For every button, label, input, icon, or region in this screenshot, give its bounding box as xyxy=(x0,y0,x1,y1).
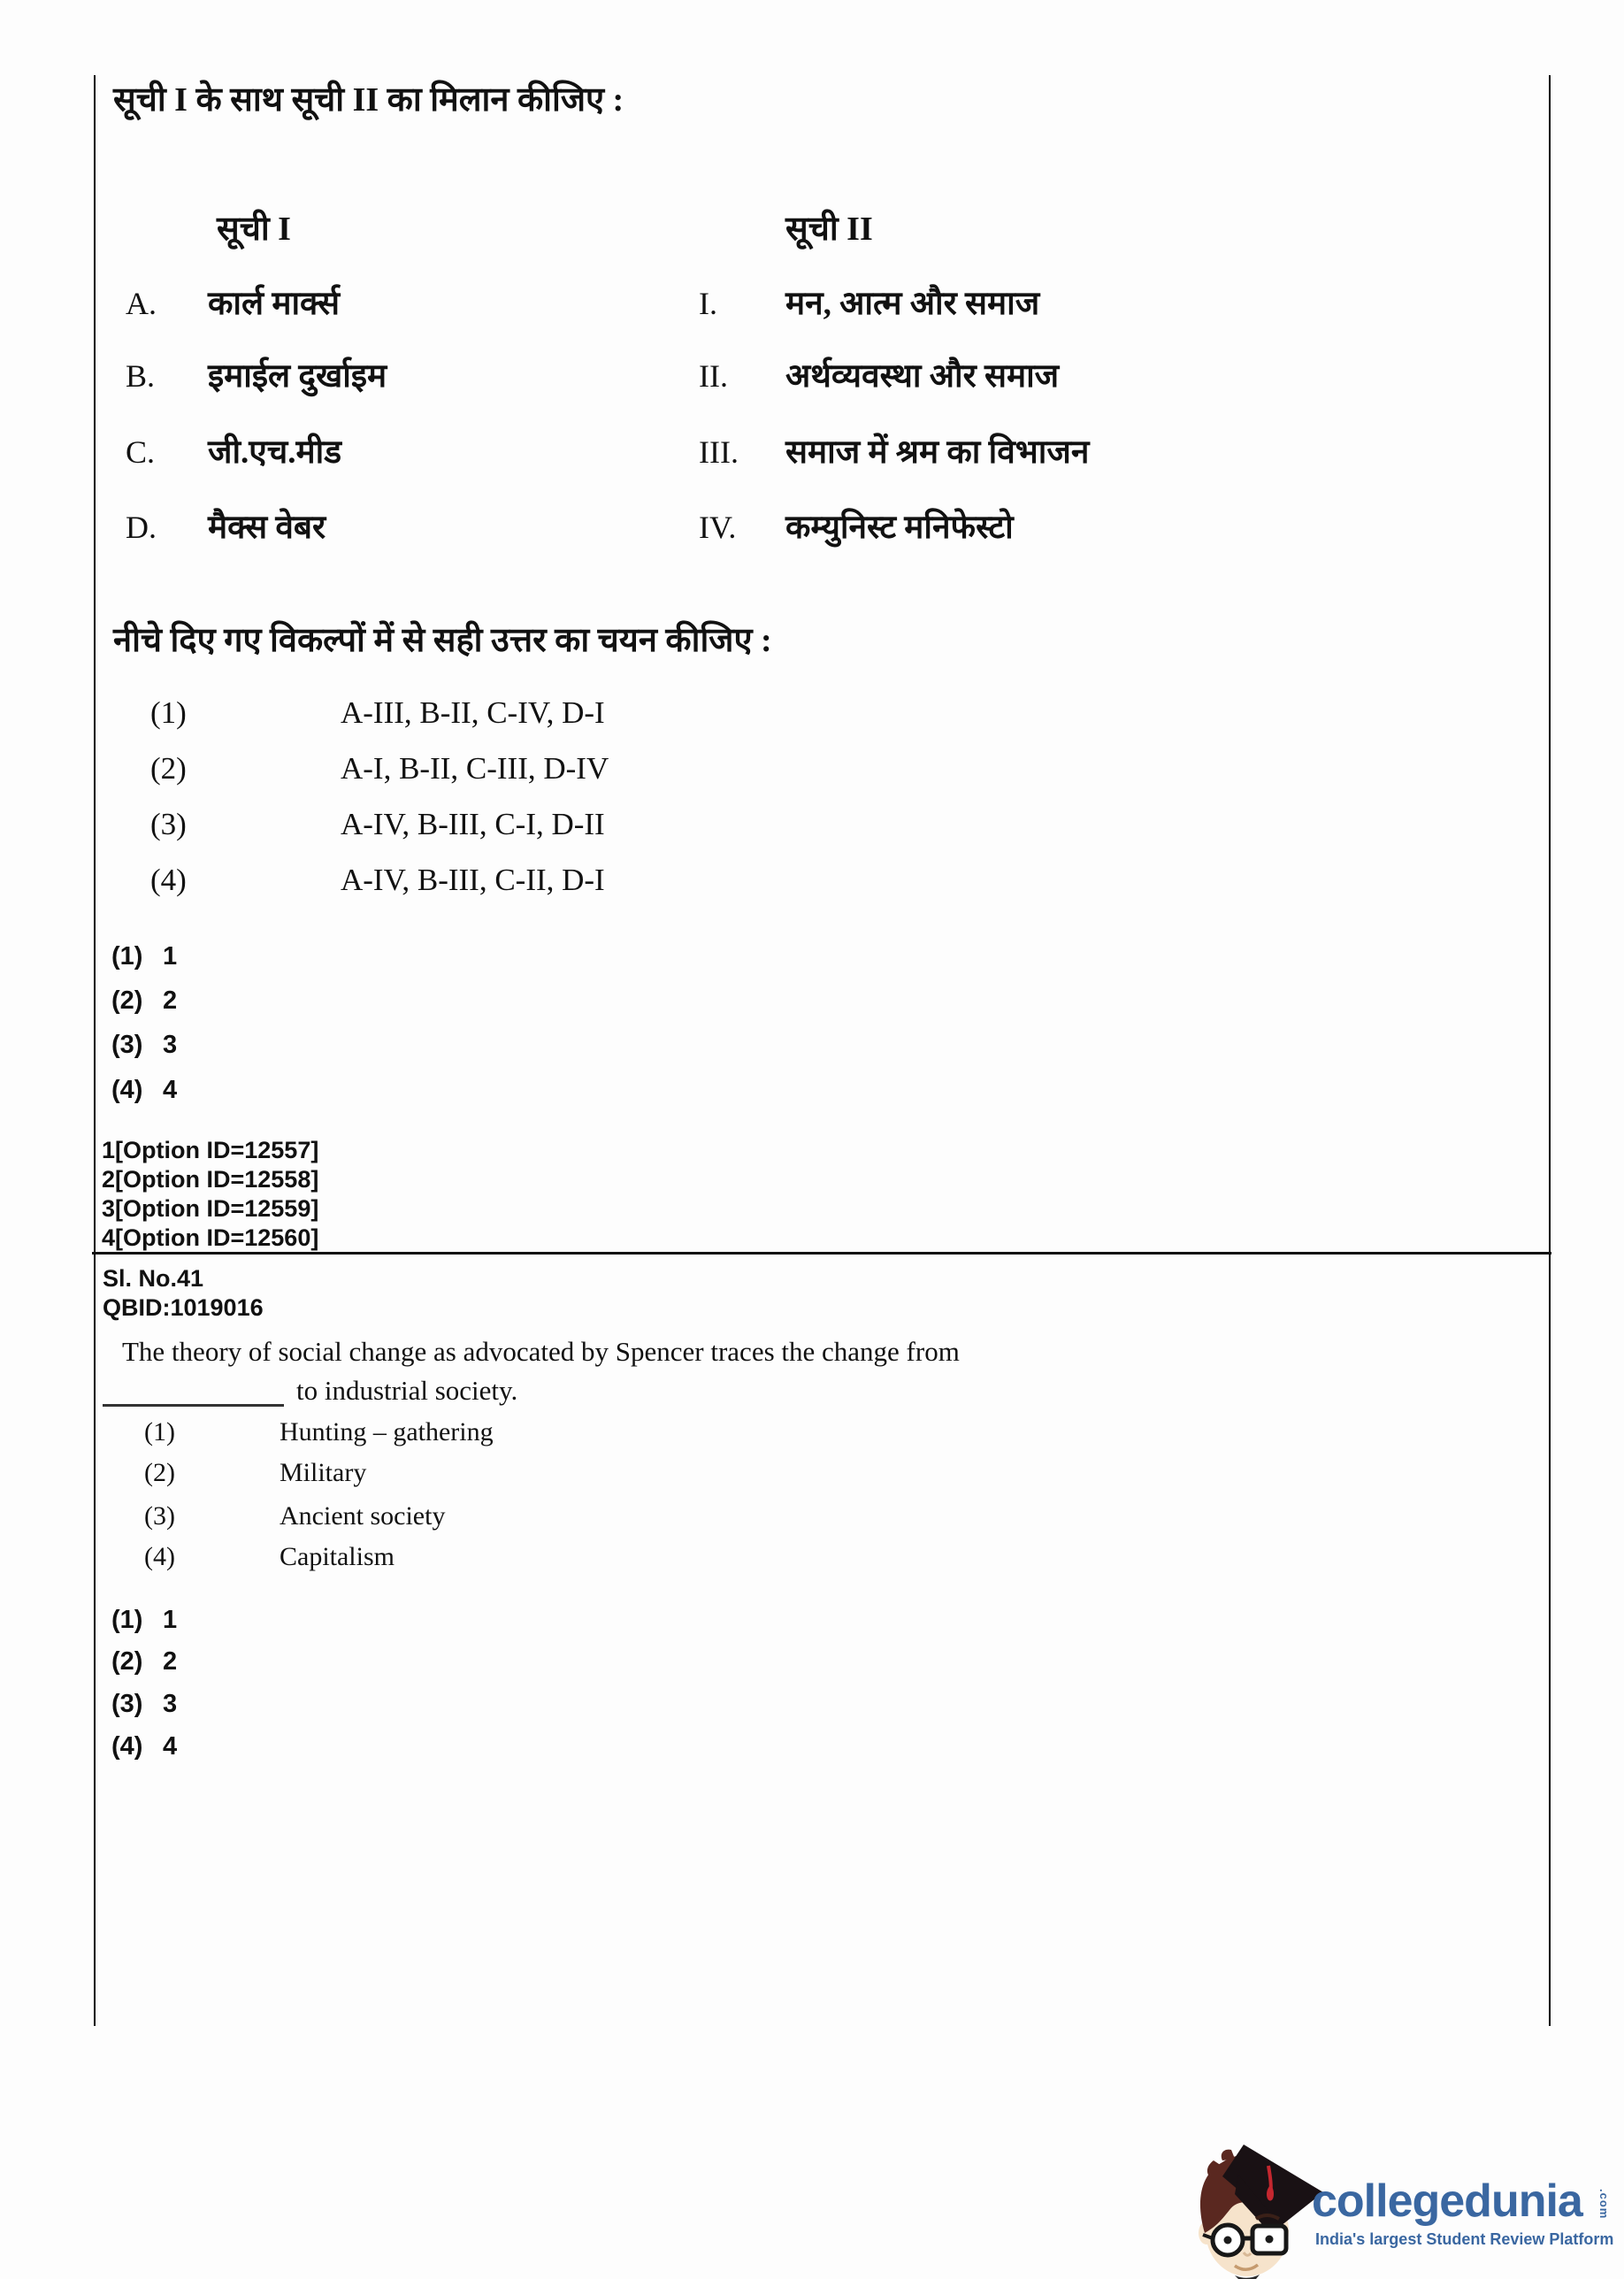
q1-option-id-4: 4[Option ID=12560] xyxy=(102,1224,319,1251)
q1-pair-c-right-text: समाज में श्रम का विभाजन xyxy=(785,434,1090,471)
q1-option-4-text: A-IV, B-III, C-II, D-I xyxy=(341,863,605,897)
q1-list1-header: सूची I xyxy=(217,211,291,248)
q1-pair-b-left-label: B. xyxy=(126,358,156,394)
q1-answer-2-num: (2) xyxy=(111,986,143,1015)
q1-pair-b-right-label: II. xyxy=(699,358,728,394)
q2-option-4-num: (4) xyxy=(144,1542,175,1571)
q1-pair-a-left-text: कार्ल मार्क्स xyxy=(208,286,340,322)
q2-answer-2-val: 2 xyxy=(163,1647,178,1676)
q1-option-3-num: (3) xyxy=(150,807,187,841)
q1-pair-d-right-text: कम्युनिस्ट मनिफेस्टो xyxy=(785,510,1014,546)
q2-option-4-text: Capitalism xyxy=(280,1542,395,1571)
q1-pair-c-right-label: III. xyxy=(699,434,739,470)
q1-pair-a-left-label: A. xyxy=(126,286,157,321)
q1-answer-1-val: 1 xyxy=(163,942,178,971)
q1-option-4-num: (4) xyxy=(150,863,187,897)
q2-option-2-text: Military xyxy=(280,1458,367,1487)
q2-text-line1: The theory of social change as advocated by Spencer traces the change from xyxy=(122,1336,960,1367)
q2-qbid: QBID:1019016 xyxy=(103,1294,264,1321)
q2-option-3-text: Ancient society xyxy=(280,1501,446,1531)
q2-answer-row-3 xyxy=(111,1690,177,1719)
q1-pair-b-left-text: इमाईल दुर्खाइम xyxy=(208,358,387,395)
q2-answer-3-num: (3) xyxy=(111,1690,143,1718)
q2-answer-1-num: (1) xyxy=(111,1606,143,1634)
q1-answer-row-2 xyxy=(111,986,177,1016)
brand-tagline: India's largest Student Review Platform xyxy=(1315,2230,1614,2248)
q1-pair-a-right-text: मन, आत्म और समाज xyxy=(785,286,1040,322)
q1-answer-2-val: 2 xyxy=(163,986,178,1015)
q2-option-1-num: (1) xyxy=(144,1417,175,1446)
q2-option-2-num: (2) xyxy=(144,1458,175,1487)
q2-answer-4-val: 4 xyxy=(163,1732,178,1761)
q1-answer-row-1 xyxy=(111,942,177,971)
q1-option-id-2: 2[Option ID=12558] xyxy=(102,1166,319,1193)
q1-option-2-text: A-I, B-II, C-III, D-IV xyxy=(341,751,609,786)
q2-text-line2 xyxy=(103,1374,517,1407)
q1-list2-header: सूची II xyxy=(785,211,873,248)
q2-option-1-text: Hunting – gathering xyxy=(280,1417,494,1446)
q1-option-3-text: A-IV, B-III, C-I, D-II xyxy=(341,807,605,841)
q1-pair-b-right-text: अर्थव्यवस्था और समाज xyxy=(785,358,1060,395)
q1-option-1-num: (1) xyxy=(150,695,187,730)
q1-prompt: सूची I के साथ सूची II का मिलान कीजिए : xyxy=(113,81,624,119)
q1-answer-3-val: 3 xyxy=(163,1031,178,1059)
q1-option-id-3: 3[Option ID=12559] xyxy=(102,1195,319,1222)
q2-answer-1-val: 1 xyxy=(163,1606,178,1634)
fill-in-blank-line xyxy=(103,1374,284,1407)
q1-option-1-text: A-III, B-II, C-IV, D-I xyxy=(341,695,605,730)
q1-option-2-num: (2) xyxy=(150,751,187,786)
q2-answer-2-num: (2) xyxy=(111,1647,143,1676)
collegedunia-mascot-icon xyxy=(1192,2141,1325,2279)
left-border-line xyxy=(94,75,96,2026)
q2-answer-3-val: 3 xyxy=(163,1690,178,1718)
q1-pair-d-right-label: IV. xyxy=(699,510,737,545)
q1-choose-prompt: नीचे दिए गए विकल्पों में से सही उत्तर का चयन कीजिए : xyxy=(113,622,772,659)
q2-answer-row-1 xyxy=(111,1606,177,1635)
q1-answer-3-num: (3) xyxy=(111,1031,143,1059)
q1-pair-d-left-text: मैक्स वेबर xyxy=(208,510,326,546)
q2-answer-row-4 xyxy=(111,1732,177,1761)
brand-suffix-text: .com xyxy=(1597,2189,1611,2220)
q2-text-line2-text: to industrial society. xyxy=(296,1375,518,1406)
brand-text: collegedunia xyxy=(1312,2175,1582,2227)
q2-sl-no: Sl. No.41 xyxy=(103,1265,204,1292)
q2-answer-4-num: (4) xyxy=(111,1732,143,1761)
q2-answer-row-2 xyxy=(111,1647,177,1677)
q1-answer-1-num: (1) xyxy=(111,942,143,971)
q1-pair-c-left-text: जी.एच.मीड xyxy=(208,434,341,471)
right-border-line xyxy=(1549,75,1551,2026)
q1-answer-4-num: (4) xyxy=(111,1076,143,1104)
q1-option-id-1: 1[Option ID=12557] xyxy=(102,1137,319,1163)
q2-option-3-num: (3) xyxy=(144,1501,175,1531)
q1-answer-row-4 xyxy=(111,1076,177,1105)
q1-pair-d-left-label: D. xyxy=(126,510,157,545)
q1-pair-a-right-label: I. xyxy=(699,286,717,321)
q1-answer-4-val: 4 xyxy=(163,1076,178,1104)
q1-pair-c-left-label: C. xyxy=(126,434,156,470)
q1-answer-row-3 xyxy=(111,1031,177,1060)
